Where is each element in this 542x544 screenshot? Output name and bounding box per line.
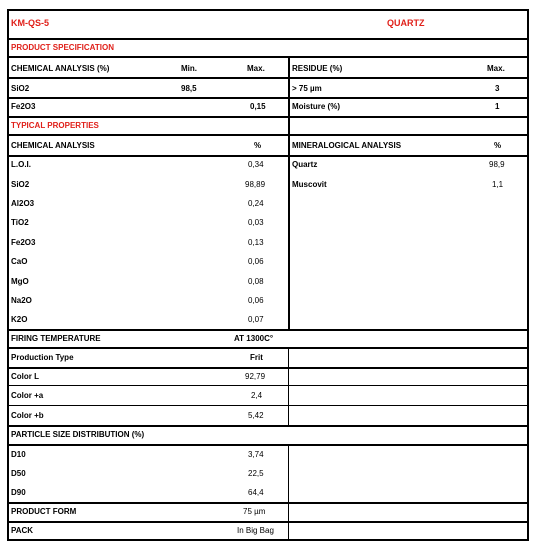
pack-label: PACK: [11, 526, 34, 535]
firing-row-name: Color +b: [11, 411, 44, 420]
form-value: 75 µm: [243, 507, 266, 516]
spec-row-name: SiO2: [11, 84, 30, 93]
divider: [9, 502, 527, 504]
datasheet: [7, 9, 529, 541]
residue-max-header: Max.: [487, 64, 505, 73]
psd-row-value: 3,74: [248, 450, 264, 459]
divider: [9, 77, 527, 79]
mineral-row-name: Quartz: [292, 160, 318, 169]
mineral-header: MINERALOGICAL ANALYSIS: [292, 141, 402, 150]
chem-row-name: K2O: [11, 315, 28, 324]
chem-row-value: 0,34: [248, 160, 264, 169]
spec-row-name: Fe2O3: [11, 102, 36, 111]
typical-title: TYPICAL PROPERTIES: [11, 121, 99, 130]
spec-title: PRODUCT SPECIFICATION: [11, 43, 114, 52]
mineral-row-value: 1,1: [492, 180, 504, 189]
spec-row-min: 98,5: [181, 84, 197, 93]
psd-row-value: 22,5: [248, 469, 264, 478]
residue-row-max: 1: [495, 102, 500, 111]
divider: [9, 155, 527, 157]
firing-label: FIRING TEMPERATURE: [11, 334, 101, 343]
divider: [9, 134, 527, 136]
divider: [9, 329, 527, 331]
psd-title: PARTICLE SIZE DISTRIBUTION (%): [11, 430, 145, 439]
residue-row-name: > 75 µm: [292, 84, 322, 93]
divider: [9, 521, 527, 523]
chem-row-name: Al2O3: [11, 199, 35, 208]
divider: [9, 116, 527, 118]
chem-row-value: 98,89: [245, 180, 266, 189]
firing-row-name: Color L: [11, 372, 39, 381]
chem-row-value: 0,06: [248, 296, 264, 305]
chem-row-name: Fe2O3: [11, 238, 36, 247]
firing-row-value: 5,42: [248, 411, 264, 420]
product-name: QUARTZ: [387, 18, 425, 28]
divider: [9, 56, 527, 58]
chem-row-name: Na2O: [11, 296, 32, 305]
pack-value: In Big Bag: [237, 526, 274, 535]
spec-row-max: 0,15: [250, 102, 266, 111]
residue-row-name: Moisture (%): [292, 102, 340, 111]
column-divider: [288, 56, 290, 330]
chem-row-name: TiO2: [11, 218, 29, 227]
firing-row-value: Frit: [250, 353, 263, 362]
mineral-pct-header: %: [494, 141, 502, 150]
typical-pct-header: %: [254, 141, 262, 150]
spec-chem-header: CHEMICAL ANALYSIS (%): [11, 64, 110, 73]
divider: [9, 347, 527, 349]
column-divider: [288, 347, 289, 425]
divider: [9, 367, 527, 369]
firing-row-value: 92,79: [245, 372, 266, 381]
chem-row-name: SiO2: [11, 180, 30, 189]
divider: [9, 97, 527, 99]
firing-temp: AT 1300C°: [234, 334, 274, 343]
firing-row-name: Color +a: [11, 391, 44, 400]
chem-row-name: CaO: [11, 257, 28, 266]
chem-row-name: MgO: [11, 277, 29, 286]
chem-row-value: 0,08: [248, 277, 264, 286]
chem-row-value: 0,07: [248, 315, 264, 324]
mineral-row-name: Muscovit: [292, 180, 327, 189]
divider: [9, 38, 527, 40]
spec-max-header: Max.: [247, 64, 265, 73]
product-code: KM-QS-5: [11, 18, 49, 28]
divider: [9, 385, 527, 386]
chem-row-value: 0,24: [248, 199, 264, 208]
residue-header: RESIDUE (%): [292, 64, 343, 73]
chem-row-value: 0,06: [248, 257, 264, 266]
firing-row-name: Production Type: [11, 353, 74, 362]
mineral-row-value: 98,9: [489, 160, 505, 169]
psd-row-value: 64,4: [248, 488, 264, 497]
divider: [9, 425, 527, 427]
divider: [9, 444, 527, 446]
residue-row-max: 3: [495, 84, 500, 93]
divider: [9, 405, 527, 406]
column-divider: [288, 444, 289, 541]
psd-row-name: D90: [11, 488, 26, 497]
typical-chem-header: CHEMICAL ANALYSIS: [11, 141, 95, 150]
psd-row-name: D10: [11, 450, 26, 459]
form-label: PRODUCT FORM: [11, 507, 77, 516]
spec-min-header: Min.: [181, 64, 197, 73]
chem-row-name: L.O.I.: [11, 160, 31, 169]
chem-row-value: 0,13: [248, 238, 264, 247]
psd-row-name: D50: [11, 469, 26, 478]
firing-row-value: 2,4: [251, 391, 263, 400]
chem-row-value: 0,03: [248, 218, 264, 227]
